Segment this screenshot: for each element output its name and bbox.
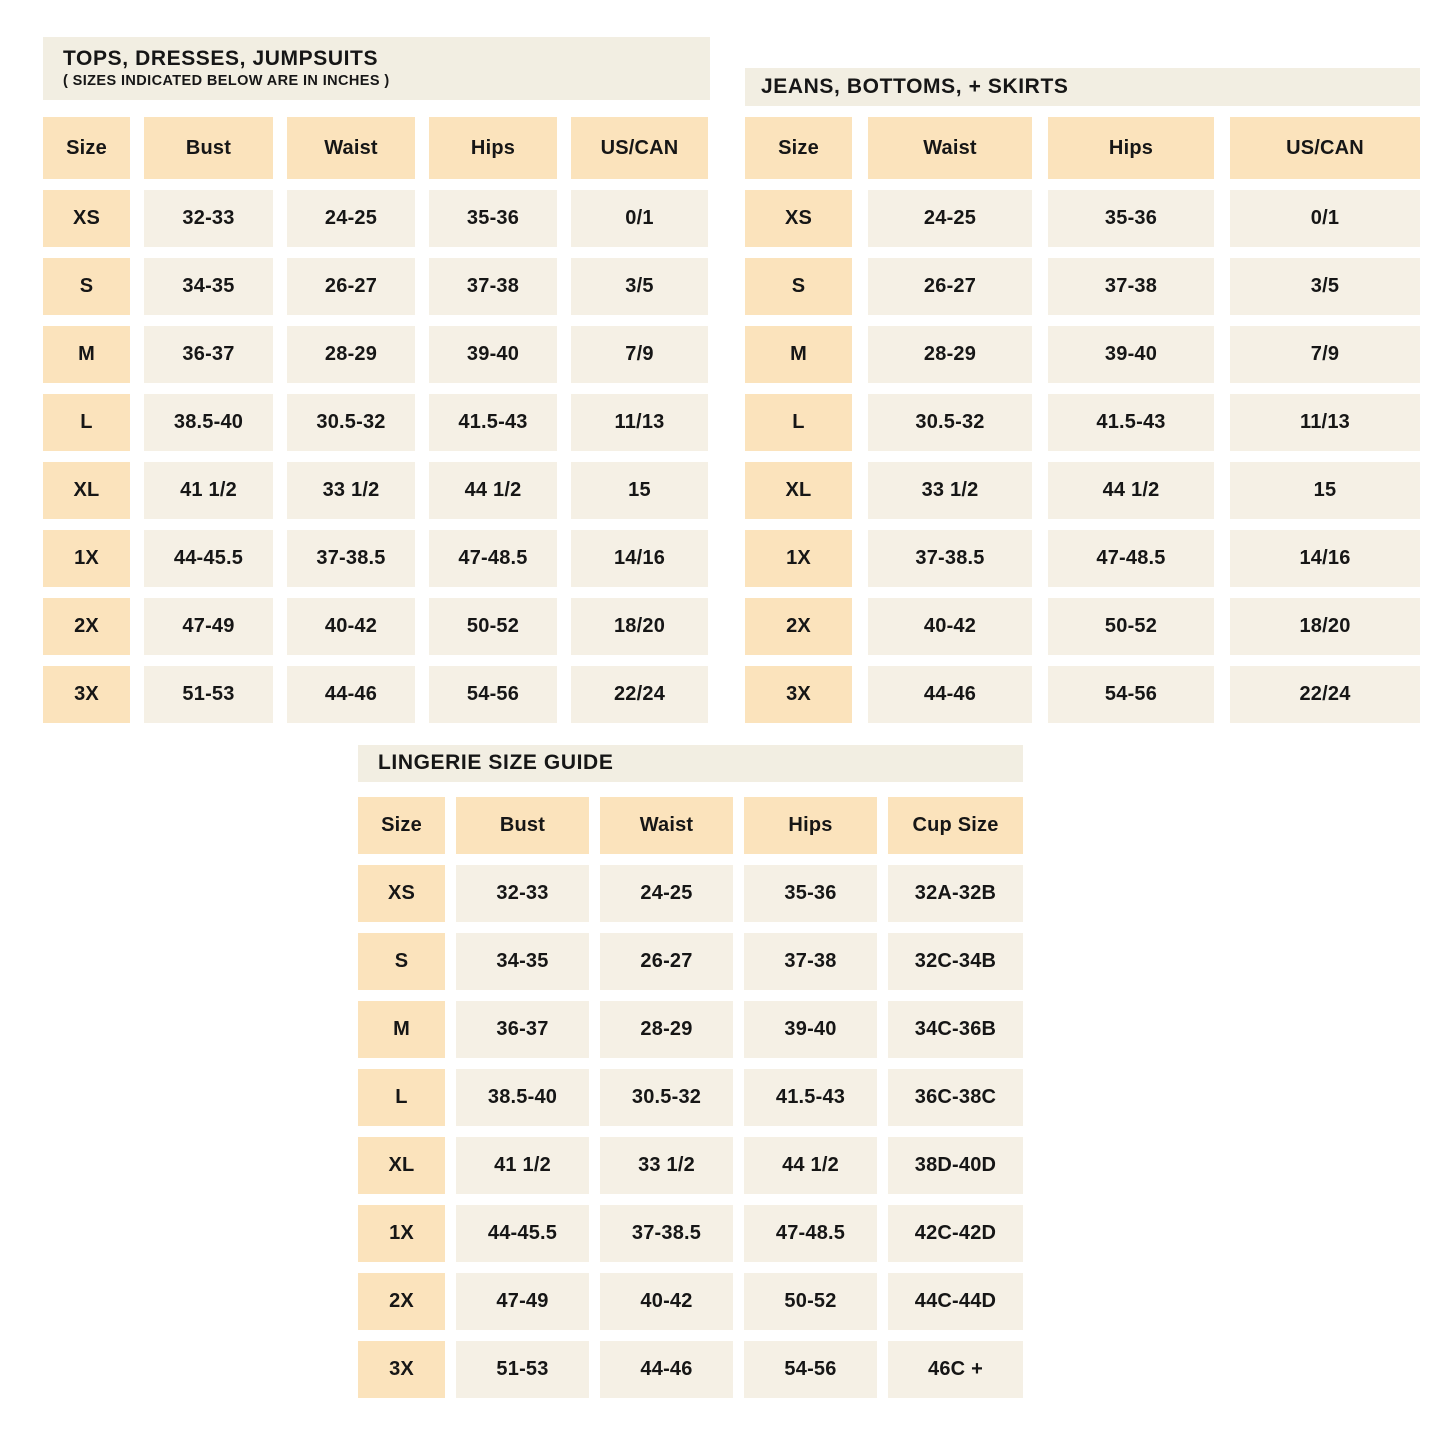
value-cell: 47-49	[144, 598, 273, 655]
size-label-cell: L	[43, 394, 130, 451]
value-cell: 14/16	[1230, 530, 1420, 587]
value-cell: 44-46	[868, 666, 1032, 723]
size-label-cell: M	[745, 326, 852, 383]
value-cell: 30.5-32	[868, 394, 1032, 451]
value-cell: 54-56	[429, 666, 557, 723]
value-cell: 34C-36B	[888, 1001, 1023, 1058]
value-cell: 3/5	[1230, 258, 1420, 315]
bottoms-table-title-band	[745, 68, 1420, 106]
size-label-cell: XS	[43, 190, 130, 247]
value-cell: 37-38	[1048, 258, 1214, 315]
value-cell: 44-45.5	[144, 530, 273, 587]
value-cell: 40-42	[600, 1273, 733, 1330]
value-cell: 41 1/2	[144, 462, 273, 519]
tops-table-title-band	[43, 37, 710, 100]
value-cell: 47-48.5	[429, 530, 557, 587]
bottoms-table-grid	[745, 117, 1420, 723]
column-header-hips: Hips	[1048, 117, 1214, 179]
value-cell: 47-48.5	[1048, 530, 1214, 587]
value-cell: 30.5-32	[287, 394, 415, 451]
value-cell: 44 1/2	[1048, 462, 1214, 519]
value-cell: 47-48.5	[744, 1205, 877, 1262]
size-label-cell: 2X	[43, 598, 130, 655]
value-cell: 38.5-40	[144, 394, 273, 451]
size-label-cell: L	[358, 1069, 445, 1126]
value-cell: 44 1/2	[429, 462, 557, 519]
size-label-cell: XS	[358, 865, 445, 922]
value-cell: 26-27	[287, 258, 415, 315]
column-header-waist: Waist	[868, 117, 1032, 179]
column-header-cup-size: Cup Size	[888, 797, 1023, 854]
value-cell: 15	[571, 462, 708, 519]
value-cell: 37-38	[744, 933, 877, 990]
column-header-size: Size	[358, 797, 445, 854]
value-cell: 54-56	[1048, 666, 1214, 723]
size-label-cell: XL	[358, 1137, 445, 1194]
value-cell: 35-36	[744, 865, 877, 922]
value-cell: 24-25	[287, 190, 415, 247]
value-cell: 41.5-43	[429, 394, 557, 451]
column-header-hips: Hips	[744, 797, 877, 854]
value-cell: 30.5-32	[600, 1069, 733, 1126]
lingerie-size-table	[358, 745, 1023, 1398]
value-cell: 44-46	[287, 666, 415, 723]
size-label-cell: 3X	[358, 1341, 445, 1398]
value-cell: 26-27	[600, 933, 733, 990]
value-cell: 7/9	[1230, 326, 1420, 383]
size-label-cell: M	[358, 1001, 445, 1058]
size-label-cell: 2X	[745, 598, 852, 655]
value-cell: 41.5-43	[744, 1069, 877, 1126]
value-cell: 22/24	[571, 666, 708, 723]
value-cell: 0/1	[1230, 190, 1420, 247]
value-cell: 37-38.5	[600, 1205, 733, 1262]
size-label-cell: 1X	[745, 530, 852, 587]
size-label-cell: 2X	[358, 1273, 445, 1330]
value-cell: 44C-44D	[888, 1273, 1023, 1330]
value-cell: 11/13	[1230, 394, 1420, 451]
value-cell: 38D-40D	[888, 1137, 1023, 1194]
size-label-cell: S	[43, 258, 130, 315]
value-cell: 40-42	[868, 598, 1032, 655]
value-cell: 26-27	[868, 258, 1032, 315]
value-cell: 15	[1230, 462, 1420, 519]
value-cell: 18/20	[571, 598, 708, 655]
value-cell: 32-33	[144, 190, 273, 247]
value-cell: 28-29	[600, 1001, 733, 1058]
value-cell: 44-45.5	[456, 1205, 589, 1262]
size-label-cell: 1X	[358, 1205, 445, 1262]
tops-table-subtitle: ( SIZES INDICATED BELOW ARE IN INCHES )	[63, 73, 390, 90]
value-cell: 32C-34B	[888, 933, 1023, 990]
size-label-cell: XS	[745, 190, 852, 247]
column-header-bust: Bust	[144, 117, 273, 179]
value-cell: 35-36	[429, 190, 557, 247]
value-cell: 33 1/2	[600, 1137, 733, 1194]
value-cell: 54-56	[744, 1341, 877, 1398]
tops-table-grid	[43, 117, 710, 723]
value-cell: 22/24	[1230, 666, 1420, 723]
value-cell: 24-25	[868, 190, 1032, 247]
column-header-us-can: US/CAN	[571, 117, 708, 179]
bottoms-table-title: JEANS, BOTTOMS, + SKIRTS	[761, 74, 1069, 98]
value-cell: 37-38.5	[868, 530, 1032, 587]
column-header-size: Size	[43, 117, 130, 179]
value-cell: 14/16	[571, 530, 708, 587]
size-label-cell: XL	[43, 462, 130, 519]
value-cell: 33 1/2	[868, 462, 1032, 519]
value-cell: 39-40	[1048, 326, 1214, 383]
value-cell: 7/9	[571, 326, 708, 383]
value-cell: 32-33	[456, 865, 589, 922]
value-cell: 50-52	[429, 598, 557, 655]
value-cell: 40-42	[287, 598, 415, 655]
value-cell: 24-25	[600, 865, 733, 922]
value-cell: 47-49	[456, 1273, 589, 1330]
value-cell: 39-40	[429, 326, 557, 383]
value-cell: 18/20	[1230, 598, 1420, 655]
value-cell: 32A-32B	[888, 865, 1023, 922]
value-cell: 28-29	[868, 326, 1032, 383]
value-cell: 39-40	[744, 1001, 877, 1058]
column-header-us-can: US/CAN	[1230, 117, 1420, 179]
value-cell: 46C +	[888, 1341, 1023, 1398]
size-label-cell: S	[745, 258, 852, 315]
lingerie-table-grid	[358, 797, 1023, 1398]
value-cell: 42C-42D	[888, 1205, 1023, 1262]
value-cell: 37-38	[429, 258, 557, 315]
size-label-cell: L	[745, 394, 852, 451]
tops-table-title: TOPS, DRESSES, JUMPSUITS	[63, 46, 379, 70]
value-cell: 36-37	[456, 1001, 589, 1058]
lingerie-table-title: LINGERIE SIZE GUIDE	[378, 751, 614, 775]
size-label-cell: 3X	[43, 666, 130, 723]
value-cell: 41 1/2	[456, 1137, 589, 1194]
value-cell: 44-46	[600, 1341, 733, 1398]
size-label-cell: 1X	[43, 530, 130, 587]
value-cell: 33 1/2	[287, 462, 415, 519]
value-cell: 34-35	[456, 933, 589, 990]
column-header-bust: Bust	[456, 797, 589, 854]
value-cell: 37-38.5	[287, 530, 415, 587]
bottoms-size-table	[745, 68, 1420, 723]
value-cell: 36-37	[144, 326, 273, 383]
value-cell: 3/5	[571, 258, 708, 315]
lingerie-table-title-band	[358, 745, 1023, 782]
tops-size-table	[43, 37, 710, 723]
value-cell: 51-53	[144, 666, 273, 723]
size-label-cell: XL	[745, 462, 852, 519]
value-cell: 0/1	[571, 190, 708, 247]
value-cell: 35-36	[1048, 190, 1214, 247]
size-label-cell: M	[43, 326, 130, 383]
value-cell: 34-35	[144, 258, 273, 315]
value-cell: 41.5-43	[1048, 394, 1214, 451]
value-cell: 28-29	[287, 326, 415, 383]
value-cell: 50-52	[744, 1273, 877, 1330]
value-cell: 11/13	[571, 394, 708, 451]
value-cell: 38.5-40	[456, 1069, 589, 1126]
column-header-waist: Waist	[600, 797, 733, 854]
column-header-hips: Hips	[429, 117, 557, 179]
value-cell: 50-52	[1048, 598, 1214, 655]
value-cell: 36C-38C	[888, 1069, 1023, 1126]
column-header-waist: Waist	[287, 117, 415, 179]
value-cell: 51-53	[456, 1341, 589, 1398]
value-cell: 44 1/2	[744, 1137, 877, 1194]
size-label-cell: 3X	[745, 666, 852, 723]
column-header-size: Size	[745, 117, 852, 179]
size-label-cell: S	[358, 933, 445, 990]
